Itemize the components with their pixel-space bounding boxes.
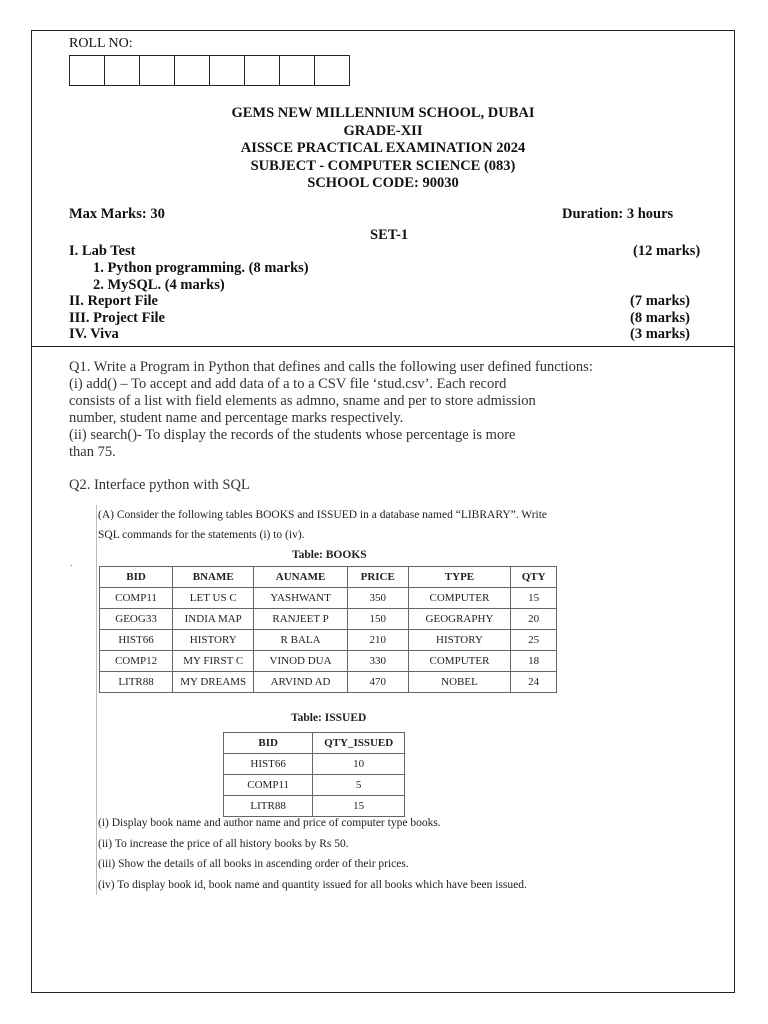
- school-code: SCHOOL CODE: 90030: [307, 175, 459, 191]
- issued-header-cell: BID: [224, 733, 313, 754]
- issued-header-cell: QTY_ISSUED: [313, 733, 405, 754]
- books-header-cell: AUNAME: [254, 567, 347, 588]
- set-label: SET-1: [370, 227, 409, 243]
- books-cell: 150: [347, 609, 408, 630]
- section-lab-test: I. Lab Test: [69, 243, 136, 259]
- issued-cell: HIST66: [224, 754, 313, 775]
- books-cell: 15: [511, 588, 557, 609]
- q1-line: (i) add() – To accept and add data of a to a CSV file ‘stud.csv’. Each record: [69, 376, 507, 392]
- books-header-cell: BID: [100, 567, 173, 588]
- books-cell: GEOG33: [100, 609, 173, 630]
- roll-no-box: [69, 55, 105, 86]
- books-cell: LITR88: [100, 672, 173, 693]
- q1-line: (ii) search()- To display the records of the students whose percentage is more: [69, 427, 516, 443]
- exam-name: AISSCE PRACTICAL EXAMINATION 2024: [240, 140, 526, 156]
- q1-line: than 75.: [69, 444, 116, 460]
- issued-cell: 5: [313, 775, 405, 796]
- lab-item-mysql: 2. MySQL. (4 marks): [93, 277, 225, 293]
- section-viva: IV. Viva: [69, 326, 119, 342]
- books-table-row: [100, 609, 557, 630]
- q1-line: consists of a list with field elements as admno, sname and per to store admission: [69, 393, 536, 409]
- exam-header: [31, 105, 735, 193]
- books-cell: R BALA: [254, 630, 347, 651]
- issued-cell: COMP11: [224, 775, 313, 796]
- grade: GRADE-XII: [343, 122, 423, 139]
- books-header-cell: TYPE: [408, 567, 511, 588]
- issued-table-row: [224, 754, 405, 775]
- books-table-row: [100, 672, 557, 693]
- roll-no-box: [104, 55, 140, 86]
- roll-no-boxes: [69, 55, 350, 86]
- books-cell: 24: [511, 672, 557, 693]
- books-cell: 20: [511, 609, 557, 630]
- books-header-cell: BNAME: [173, 567, 254, 588]
- books-cell: COMP12: [100, 651, 173, 672]
- books-cell: ARVIND AD: [254, 672, 347, 693]
- issued-table-row: [224, 775, 405, 796]
- books-cell: MY DREAMS: [173, 672, 254, 693]
- books-cell: 470: [347, 672, 408, 693]
- books-cell: 18: [511, 651, 557, 672]
- stray-dot: .: [70, 558, 73, 569]
- books-cell: COMP11: [100, 588, 173, 609]
- books-cell: RANJEET P: [254, 609, 347, 630]
- lab-item-python: 1. Python programming. (8 marks): [93, 260, 309, 276]
- books-cell: 350: [347, 588, 408, 609]
- books-cell: INDIA MAP: [173, 609, 254, 630]
- books-table-title: Table: BOOKS: [292, 549, 367, 561]
- books-header-cell: PRICE: [347, 567, 408, 588]
- books-cell: 25: [511, 630, 557, 651]
- max-marks: Max Marks: 30: [69, 206, 165, 222]
- section-divider: [31, 346, 735, 347]
- books-cell: COMPUTER: [408, 651, 511, 672]
- books-cell: COMPUTER: [408, 588, 511, 609]
- q2-intro-line: (A) Consider the following tables BOOKS and ISSUED in a database named “LIBRARY”. Write: [98, 509, 548, 521]
- books-table-row: [100, 651, 557, 672]
- roll-no-box: [314, 55, 350, 86]
- duration: Duration: 3 hours: [562, 206, 674, 222]
- section-project-file: III. Project File: [69, 310, 165, 326]
- books-cell: HIST66: [100, 630, 173, 651]
- issued-cell: 10: [313, 754, 405, 775]
- books-table-row: [100, 588, 557, 609]
- issued-cell: 15: [313, 796, 405, 817]
- sql-statement: (iii) Show the details of all books in ascending order of their prices.: [98, 858, 409, 870]
- books-cell: MY FIRST C: [173, 651, 254, 672]
- books-cell: HISTORY: [173, 630, 254, 651]
- section-project-marks: (8 marks): [630, 310, 691, 326]
- question-1: [69, 359, 593, 461]
- roll-no-label: ROLL NO:: [69, 36, 133, 51]
- roll-no-box: [174, 55, 210, 86]
- subject: SUBJECT - COMPUTER SCIENCE (083): [250, 157, 516, 174]
- books-cell: LET US C: [173, 588, 254, 609]
- books-cell: GEOGRAPHY: [408, 609, 511, 630]
- section-viva-marks: (3 marks): [630, 326, 691, 342]
- section-lab-test-marks: (12 marks): [633, 243, 701, 259]
- section-report-marks: (7 marks): [630, 293, 691, 309]
- books-cell: HISTORY: [408, 630, 511, 651]
- roll-no-box: [139, 55, 175, 86]
- q2-intro-line: SQL commands for the statements (i) to (iv).: [98, 529, 305, 541]
- issued-table-title: Table: ISSUED: [291, 712, 367, 724]
- books-cell: 330: [347, 651, 408, 672]
- roll-no-box: [209, 55, 245, 86]
- issued-cell: LITR88: [224, 796, 313, 817]
- section-report-file: II. Report File: [69, 293, 158, 309]
- books-cell: NOBEL: [408, 672, 511, 693]
- sql-statement: (ii) To increase the price of all history books by Rs 50.: [98, 838, 349, 850]
- question-2-image: [96, 505, 617, 895]
- books-cell: VINOD DUA: [254, 651, 347, 672]
- q1-line: Q1. Write a Program in Python that defines and calls the following user defined functions:: [69, 359, 593, 375]
- books-header-cell: QTY: [511, 567, 557, 588]
- question-2-title: Q2. Interface python with SQL: [69, 477, 250, 493]
- school-name: GEMS NEW MILLENNIUM SCHOOL, DUBAI: [231, 105, 535, 121]
- sql-statement: (i) Display book name and author name and price of computer type books.: [98, 817, 441, 829]
- roll-no-box: [279, 55, 315, 86]
- q1-line: number, student name and percentage marks respectively.: [69, 410, 404, 426]
- issued-table: [223, 732, 405, 817]
- books-table-row: [100, 630, 557, 651]
- books-cell: 210: [347, 630, 408, 651]
- issued-table-row: [224, 796, 405, 817]
- sql-statement: (iv) To display book id, book name and quantity issued for all books which have been issued.: [98, 879, 527, 891]
- books-cell: YASHWANT: [254, 588, 347, 609]
- books-table: [99, 566, 557, 693]
- roll-no-box: [244, 55, 280, 86]
